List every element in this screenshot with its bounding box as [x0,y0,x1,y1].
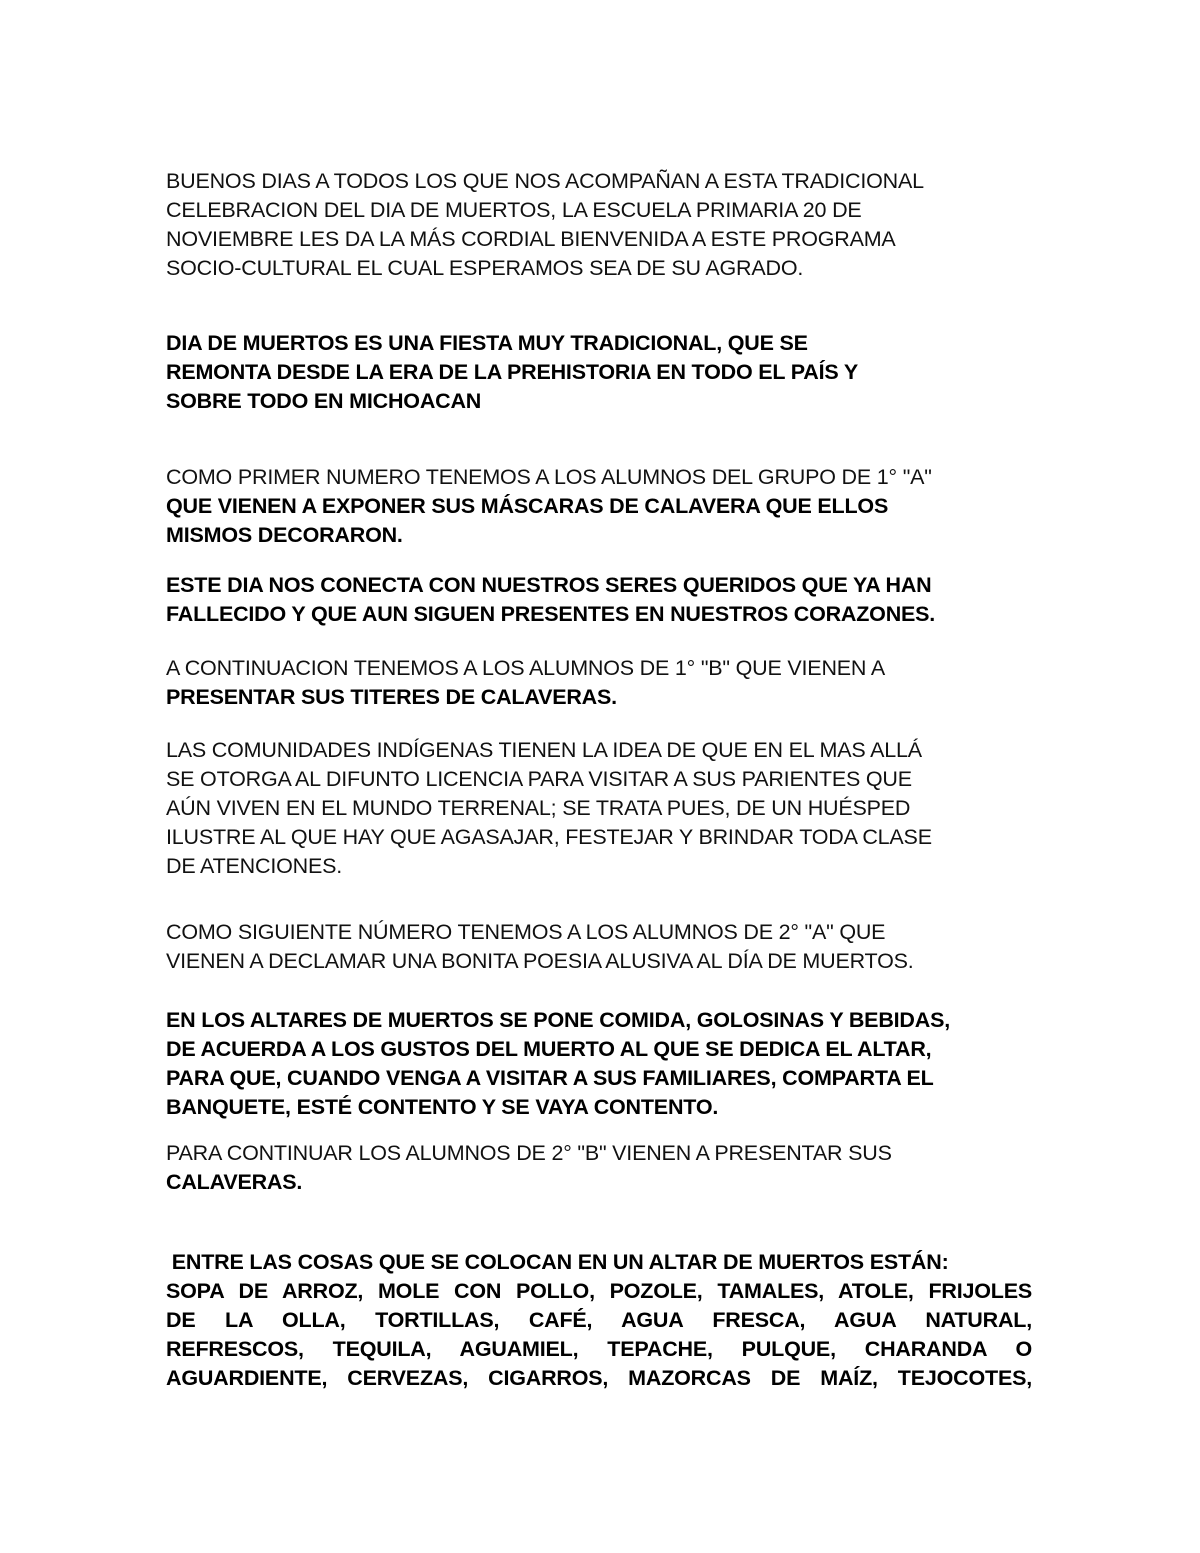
text-line: COMO PRIMER NUMERO TENEMOS A LOS ALUMNOS DEL GRUPO DE 1° "A" [166,465,932,489]
text-line: DE LA OLLA, TORTILLAS, CAFÉ, AGUA FRESCA, AGUA NATURAL, [166,1308,1032,1332]
connection-paragraph [166,571,1046,629]
text-line: SOPA DE ARROZ, MOLE CON POLLO, POZOLE, TAMALES, ATOLE, FRIJOLES [166,1279,1032,1303]
text-line: COMO SIGUIENTE NÚMERO TENEMOS A LOS ALUMNOS DE 2° "A" QUE [166,920,886,944]
indigenous-communities-paragraph [166,736,1046,881]
text-line: DIA DE MUERTOS ES UNA FIESTA MUY TRADICIONAL, QUE SE [166,331,808,355]
text-line: ENTRE LAS COSAS QUE SE COLOCAN EN UN ALTAR DE MUERTOS ESTÁN: [166,1250,949,1274]
text-line: A CONTINUACION TENEMOS A LOS ALUMNOS DE 1° "B" QUE VIENEN A [166,656,885,680]
text-line: LAS COMUNIDADES INDÍGENAS TIENEN LA IDEA DE QUE EN EL MAS ALLÁ [166,738,922,762]
text-line: SOCIO-CULTURAL EL CUAL ESPERAMOS SEA DE SU AGRADO. [166,256,804,280]
text-line: CELEBRACION DEL DIA DE MUERTOS, LA ESCUELA PRIMARIA 20 DE [166,198,862,222]
text-line: REMONTA DESDE LA ERA DE LA PREHISTORIA EN TODO EL PAÍS Y [166,360,859,384]
text-line: FALLECIDO Y QUE AUN SIGUEN PRESENTES EN NUESTROS CORAZONES. [166,602,936,626]
text-line: MISMOS DECORARON. [166,523,403,547]
text-line: ILUSTRE AL QUE HAY QUE AGASAJAR, FESTEJAR Y BRINDAR TODA CLASE [166,825,932,849]
text-line: SOBRE TODO EN MICHOACAN [166,389,482,413]
text-line: PARA QUE, CUANDO VENGA A VISITAR A SUS FAMILIARES, COMPARTA EL [166,1066,934,1090]
altars-paragraph [166,1006,1046,1122]
text-line: QUE VIENEN A EXPONER SUS MÁSCARAS DE CALAVERA QUE ELLOS [166,494,889,518]
text-line: PRESENTAR SUS TITERES DE CALAVERAS. [166,685,617,709]
altar-items-paragraph [166,1248,1032,1393]
text-line: PARA CONTINUAR LOS ALUMNOS DE 2° "B" VIENEN A PRESENTAR SUS [166,1141,892,1165]
text-line: SE OTORGA AL DIFUNTO LICENCIA PARA VISITAR A SUS PARIENTES QUE [166,767,912,791]
text-line: BUENOS DIAS A TODOS LOS QUE NOS ACOMPAÑAN A ESTA TRADICIONAL [166,169,924,193]
text-line: AÚN VIVEN EN EL MUNDO TERRENAL; SE TRATA PUES, DE UN HUÉSPED [166,796,911,820]
second-number-paragraph [166,654,1046,712]
tradition-paragraph [166,329,1046,416]
text-line: ESTE DIA NOS CONECTA CON NUESTROS SERES QUERIDOS QUE YA HAN [166,573,932,597]
text-line: CALAVERAS. [166,1170,303,1194]
text-line: REFRESCOS, TEQUILA, AGUAMIEL, TEPACHE, PULQUE, CHARANDA O [166,1337,1032,1361]
text-line: NOVIEMBRE LES DA LA MÁS CORDIAL BIENVENIDA A ESTE PROGRAMA [166,227,896,251]
text-line: DE ATENCIONES. [166,854,343,878]
fourth-number-paragraph [166,1139,1046,1197]
text-line: DE ACUERDA A LOS GUSTOS DEL MUERTO AL QUE SE DEDICA EL ALTAR, [166,1037,932,1061]
text-line: EN LOS ALTARES DE MUERTOS SE PONE COMIDA, GOLOSINAS Y BEBIDAS, [166,1008,950,1032]
text-line: BANQUETE, ESTÉ CONTENTO Y SE VAYA CONTENTO. [166,1095,719,1119]
welcome-paragraph [166,167,1046,283]
text-line: AGUARDIENTE, CERVEZAS, CIGARROS, MAZORCAS DE MAÍZ, TEJOCOTES, [166,1366,1032,1390]
text-line: VIENEN A DECLAMAR UNA BONITA POESIA ALUSIVA AL DÍA DE MUERTOS. [166,949,914,973]
first-number-paragraph [166,463,1046,550]
third-number-paragraph [166,918,1046,976]
